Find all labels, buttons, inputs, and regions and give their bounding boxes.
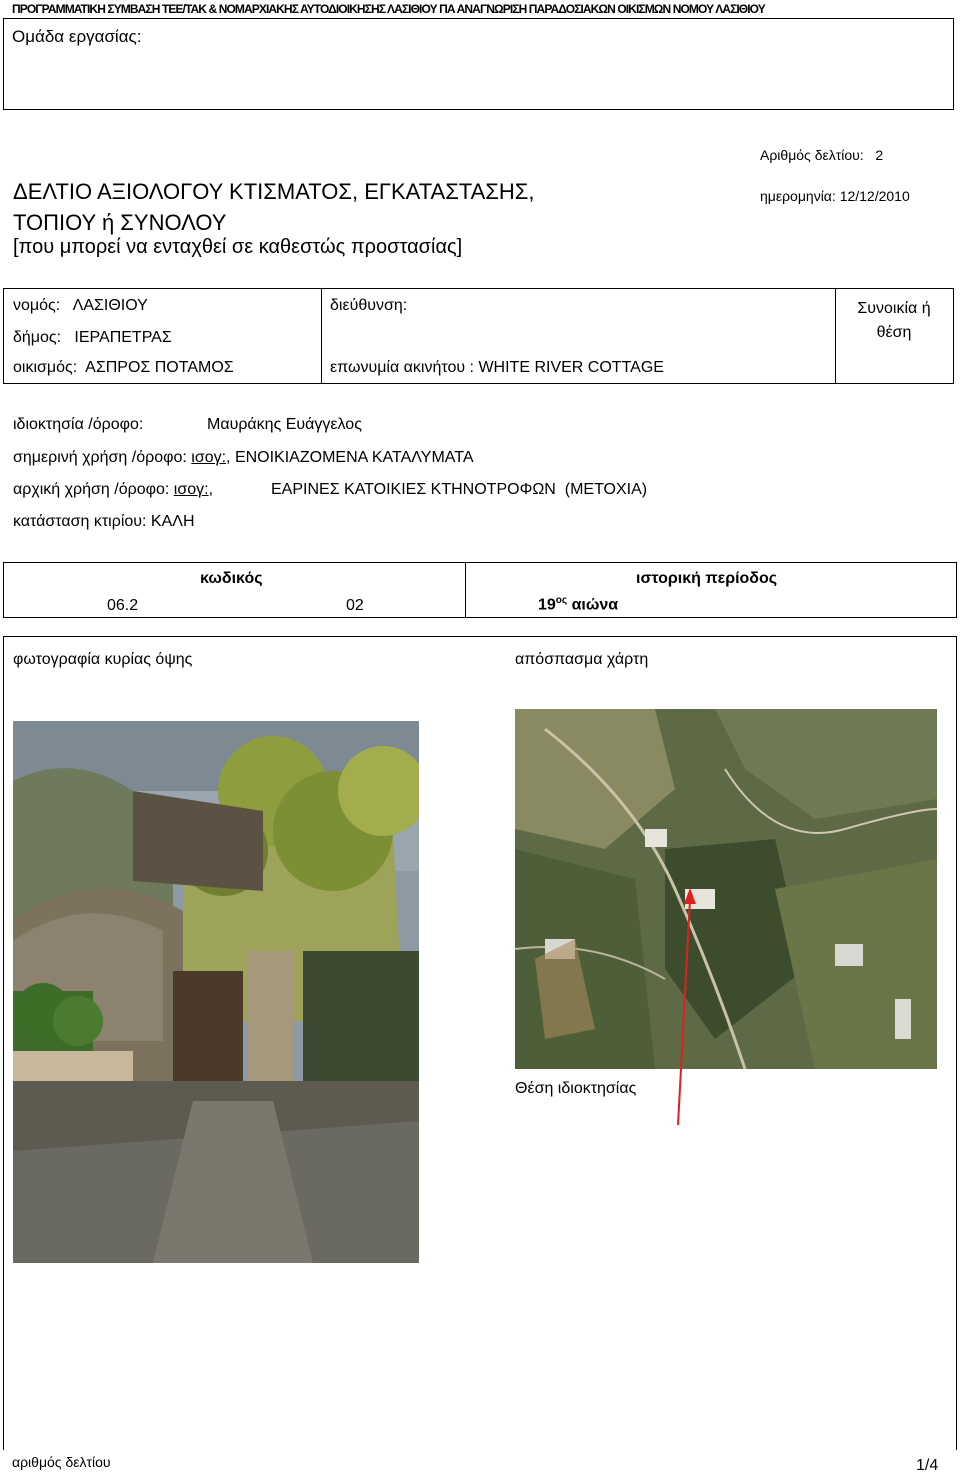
- title-line-1: ΔΕΛΤΙΟ ΑΞΙΟΛΟΓΟΥ ΚΤΙΣΜΑΤΟΣ, ΕΓΚΑΤΑΣΤΑΣΗΣ,: [13, 179, 535, 204]
- current-use-label: σημερινή χρήση /όροφο:: [13, 449, 187, 466]
- period-number: 19: [538, 596, 556, 614]
- condition-value: ΚΑΛΗ: [150, 513, 195, 530]
- municipality-value: ΙΕΡΑΠΕΤΡΑΣ: [74, 329, 172, 346]
- ownership-label: ιδιοκτησία /όροφο:: [13, 416, 144, 433]
- neighborhood-line-2: θέση: [876, 324, 912, 341]
- condition-label: κατάσταση κτιρίου:: [13, 513, 147, 530]
- municipality-label: δήμος:: [13, 329, 62, 346]
- map-caption: Θέση ιδιοκτησίας: [515, 1080, 637, 1097]
- date: [760, 188, 910, 204]
- photo-label: φωτογραφία κυρίας όψης: [13, 651, 193, 668]
- neighborhood-line-1: Συνοικία ή: [857, 300, 931, 317]
- property-name-value: WHITE RIVER COTTAGE: [478, 359, 664, 376]
- prefecture-label: νομός:: [13, 297, 61, 314]
- document-header: ΠΡΟΓΡΑΜΜΑΤΙΚΗ ΣΥΜΒΑΣΗ ΤΕΕ/ΤΑΚ & ΝΟΜΑΡΧΙΑΚΗΣ ΑΥΤΟΔΙΟΙΚΗΣΗΣ ΛΑΣΙΘΙΟΥ ΠΑ ΑΝΑΓΝΩΡΙΣΗ ΠΑΡΑΔΟΣΙΑΚΩΝ ΟΙΚΙΣΜΩΝ ΝΟΜΟΥ ΛΑΣΙΘΙΟΥ: [12, 2, 765, 16]
- prefecture: [13, 297, 148, 315]
- period-value: [538, 595, 618, 614]
- current-use-floor: ισογ:: [191, 449, 227, 466]
- team-box: [3, 18, 954, 110]
- original-use: [13, 481, 213, 499]
- original-use-label: αρχική χρήση /όροφο:: [13, 481, 170, 498]
- original-use-value: ΕΑΡΙΝΕΣ ΚΑΤΟΙΚΙΕΣ ΚΤΗΝΟΤΡΟΦΩΝ (ΜΕΤΟΧΙΑ): [271, 481, 648, 498]
- settlement-value: ΑΣΠΡΟΣ ΠΟΤΑΜΟΣ: [85, 359, 234, 376]
- period-suffix: ος: [555, 595, 568, 606]
- code-table: [3, 562, 957, 618]
- ownership-value: Μαυράκης Ευάγγελος: [207, 416, 362, 433]
- original-use-floor: ισογ:: [173, 481, 209, 498]
- card-number: [760, 147, 883, 163]
- document-title: [13, 176, 534, 238]
- current-use-value: , ΕΝΟΙΚΙΑΖΟΜΕΝΑ ΚΑΤΑΛΥΜΑΤΑ: [226, 449, 474, 466]
- footer-label: αριθμός δελτίου: [12, 1454, 111, 1470]
- facade-photo: [13, 721, 419, 1263]
- title-line-2: ΤΟΠΙΟΥ ή ΣΥΝΟΛΟΥ: [13, 210, 227, 235]
- card-number-value: 2: [875, 147, 884, 163]
- period-header: ιστορική περίοδος: [636, 570, 778, 587]
- card-number-label: Αριθμός δελτίου:: [760, 147, 864, 163]
- building-condition: [13, 513, 195, 531]
- code-part-1: 06.2: [107, 597, 139, 614]
- neighborhood-label: [836, 297, 952, 345]
- original-use-comma: ,: [208, 481, 214, 498]
- location-arrow: [660, 880, 700, 1130]
- map-label: απόσπασμα χάρτη: [515, 651, 649, 668]
- property-name-label: επωνυμία ακινήτου :: [330, 359, 474, 376]
- code-part-2: 02: [346, 597, 364, 614]
- municipality: [13, 329, 172, 347]
- settlement-label: οικισμός:: [13, 359, 78, 376]
- address-label: διεύθυνση:: [330, 297, 408, 314]
- team-label: Ομάδα εργασίας:: [12, 27, 142, 46]
- settlement: [13, 359, 234, 377]
- property-name: [330, 359, 664, 377]
- satellite-map: [515, 709, 937, 1069]
- current-use: [13, 449, 474, 467]
- date-label: ημερομηνία:: [760, 188, 836, 204]
- code-header: κωδικός: [200, 570, 263, 587]
- period-word: αιώνα: [571, 596, 619, 614]
- prefecture-value: ΛΑΣΙΘΙΟΥ: [72, 297, 148, 314]
- date-value: 12/12/2010: [839, 188, 910, 204]
- document-subtitle: [που μπορεί να ενταχθεί σε καθεστώς προστασίας]: [13, 236, 463, 258]
- page-number: 1/4: [916, 1457, 939, 1474]
